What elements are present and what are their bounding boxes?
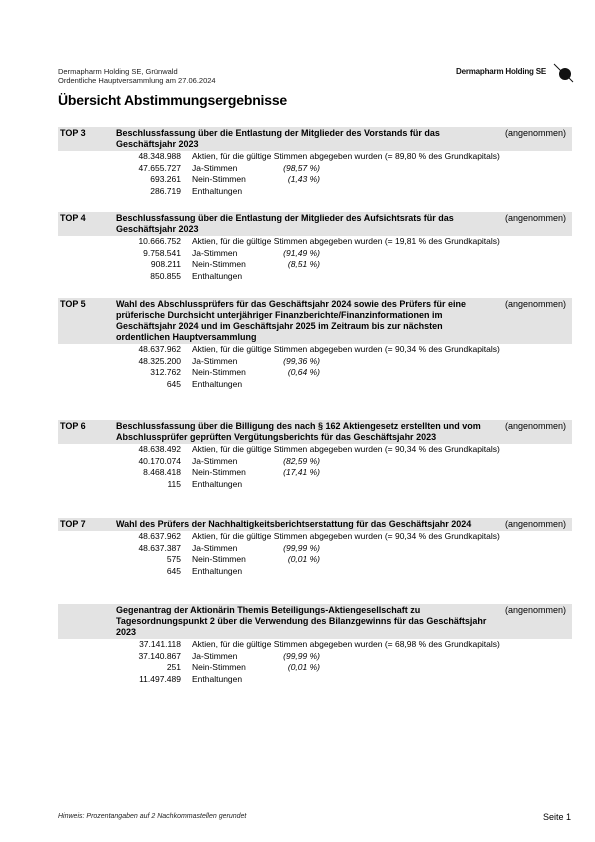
- yes-value: 37.140.867: [138, 650, 181, 661]
- shares-row: [58, 639, 572, 651]
- agenda-title: Beschlussfassung über die Entlastung der Mitglieder des Vorstands für das Geschäftsjahr 2023: [116, 128, 440, 149]
- agenda-item-top6: [58, 420, 572, 491]
- abstain-row: [58, 271, 572, 283]
- shares-row: [58, 236, 572, 248]
- agenda-number: TOP 7: [60, 519, 86, 529]
- logo-text: Dermapharm Holding SE: [456, 67, 547, 76]
- shares-label: Aktien, für die gültige Stimmen abgegeben wurden (= 89,80 % des Grundkapitals): [192, 151, 500, 161]
- abstain-row: [58, 379, 572, 391]
- abstain-row: [58, 479, 572, 491]
- no-row: [58, 367, 572, 379]
- yes-label: Ja-Stimmen: [192, 162, 238, 173]
- shares-label: Aktien, für die gültige Stimmen abgegeben wurden (= 19,81 % des Grundkapitals): [192, 236, 500, 246]
- agenda-item-header: [58, 127, 572, 151]
- agenda-item-top4: [58, 212, 572, 283]
- yes-value: 48.325.200: [138, 355, 181, 366]
- logo-mark-icon: [552, 62, 574, 84]
- yes-value: 48.637.387: [138, 542, 181, 553]
- abstain-value: 645: [166, 566, 181, 577]
- abstain-row: [58, 186, 572, 198]
- shares-row: [58, 531, 572, 543]
- document-header: [58, 67, 216, 85]
- no-label: Nein-Stimmen: [192, 259, 246, 270]
- abstain-label: Enthaltungen: [192, 479, 243, 490]
- agenda-title: Beschlussfassung über die Entlastung der Mitglieder des Aufsichtsrats für das Geschäftsjahr 2023: [116, 213, 454, 234]
- no-label: Nein-Stimmen: [192, 467, 246, 478]
- no-row: [58, 554, 572, 566]
- shares-value: 37.141.118: [139, 639, 181, 649]
- no-label: Nein-Stimmen: [192, 554, 246, 565]
- yes-percent: (99,99 %): [283, 650, 320, 661]
- no-percent: (0,01 %): [287, 662, 320, 673]
- shares-label: Aktien, für die gültige Stimmen abgegeben wurden (= 68,98 % des Grundkapitals): [192, 639, 500, 649]
- result-status: (angenommen): [504, 605, 566, 615]
- abstain-row: [58, 674, 572, 686]
- abstain-value: 11.497.489: [139, 674, 181, 685]
- result-status: (angenommen): [504, 519, 566, 529]
- yes-label: Ja-Stimmen: [192, 542, 238, 553]
- shares-row: [58, 151, 572, 163]
- no-label: Nein-Stimmen: [192, 174, 246, 185]
- yes-label: Ja-Stimmen: [192, 247, 238, 258]
- agenda-item-counter-motion: [58, 604, 572, 686]
- no-percent: (0,01 %): [287, 554, 320, 565]
- agenda-item-top3: [58, 127, 572, 198]
- abstain-label: Enthaltungen: [192, 379, 243, 390]
- yes-percent: (91,49 %): [283, 247, 320, 258]
- no-value: 251: [166, 662, 181, 673]
- shares-row: [58, 344, 572, 356]
- shares-value: 48.348.988: [138, 151, 181, 161]
- yes-label: Ja-Stimmen: [192, 455, 238, 466]
- agenda-title: Wahl des Abschlussprüfers für das Geschäftsjahr 2024 sowie des Prüfers für eine prüferische Durchsicht unterjähriger Finanzberichte/Finanzinformationen im Geschäftsjahr 2024 und im Geschäftsjahr 2025 im Zeitraum bis zur nächsten ordentlichen Hauptversammlung: [116, 299, 466, 342]
- shares-row: [58, 444, 572, 456]
- no-row: [58, 467, 572, 479]
- abstain-value: 286.719: [150, 186, 181, 197]
- yes-value: 40.170.074: [138, 455, 181, 466]
- company-name: Dermapharm Holding SE, Grünwald: [58, 67, 178, 76]
- no-label: Nein-Stimmen: [192, 367, 246, 378]
- agenda-title: Wahl des Prüfers der Nachhaltigkeitsberichtserstattung für das Geschäftsjahr 2024: [116, 519, 472, 529]
- no-row: [58, 174, 572, 186]
- agenda-item-header: [58, 212, 572, 236]
- abstain-value: 645: [166, 379, 181, 390]
- agenda-item-header: [58, 420, 572, 444]
- abstain-label: Enthaltungen: [192, 271, 243, 282]
- agenda-item-top7: [58, 518, 572, 578]
- no-percent: (8,51 %): [287, 259, 320, 270]
- shares-label: Aktien, für die gültige Stimmen abgegeben wurden (= 90,34 % des Grundkapitals): [192, 531, 500, 541]
- yes-value: 9.758.541: [143, 247, 181, 258]
- no-percent: (0,64 %): [287, 367, 320, 378]
- shares-label: Aktien, für die gültige Stimmen abgegeben wurden (= 90,34 % des Grundkapitals): [192, 444, 500, 454]
- abstain-value: 850.855: [150, 271, 181, 282]
- no-percent: (17,41 %): [283, 467, 320, 478]
- no-row: [58, 259, 572, 271]
- no-value: 908.211: [150, 259, 181, 270]
- agenda-number: TOP 6: [60, 421, 86, 431]
- no-row: [58, 662, 572, 674]
- no-value: 312.762: [150, 367, 181, 378]
- agenda-number: TOP 5: [60, 299, 86, 309]
- agenda-item-header: [58, 298, 572, 344]
- agenda-title: Beschlussfassung über die Billigung des nach § 162 Aktiengesetz erstellten und vom Abschlussprüfer geprüften Vergütungsberichts für das Geschäftsjahr 2023: [116, 421, 481, 442]
- no-value: 8.468.418: [143, 467, 181, 478]
- yes-row: [58, 651, 572, 663]
- yes-percent: (82,59 %): [283, 455, 320, 466]
- abstain-label: Enthaltungen: [192, 674, 243, 685]
- shares-value: 48.637.962: [138, 531, 181, 541]
- yes-row: [58, 163, 572, 175]
- agenda-item-header: [58, 604, 572, 639]
- result-status: (angenommen): [504, 213, 566, 223]
- shares-value: 48.637.962: [138, 344, 181, 354]
- yes-label: Ja-Stimmen: [192, 355, 238, 366]
- agenda-title: Gegenantrag der Aktionärin Themis Beteiligungs-Aktiengesellschaft zu Tagesordnungspunkt 2 über die Verwendung des Bilanzgewinns für das Geschäftsjahr 2023: [116, 605, 487, 637]
- no-percent: (1,43 %): [287, 174, 320, 185]
- yes-row: [58, 543, 572, 555]
- meeting-info: Ordentliche Hauptversammlung am 27.06.2024: [58, 76, 216, 85]
- result-status: (angenommen): [504, 421, 566, 431]
- result-status: (angenommen): [504, 299, 566, 309]
- yes-label: Ja-Stimmen: [192, 650, 238, 661]
- rounding-note: Hinweis: Prozentangaben auf 2 Nachkommastellen gerundet: [58, 813, 247, 820]
- shares-value: 48.638.492: [138, 444, 181, 454]
- result-status: (angenommen): [504, 128, 566, 138]
- yes-value: 47.655.727: [138, 162, 181, 173]
- yes-percent: (99,36 %): [283, 355, 320, 366]
- agenda-item-header: [58, 518, 572, 531]
- abstain-value: 115: [167, 479, 181, 490]
- page-number: Seite 1: [542, 812, 571, 822]
- yes-row: [58, 248, 572, 260]
- abstain-row: [58, 566, 572, 578]
- yes-percent: (98,57 %): [283, 162, 320, 173]
- agenda-number: TOP 4: [60, 213, 86, 223]
- yes-row: [58, 456, 572, 468]
- abstain-label: Enthaltungen: [192, 566, 243, 577]
- shares-value: 10.666.752: [138, 236, 181, 246]
- no-value: 575: [166, 554, 181, 565]
- yes-percent: (99,99 %): [283, 542, 320, 553]
- no-value: 693.261: [150, 174, 181, 185]
- yes-row: [58, 356, 572, 368]
- company-logo: [456, 62, 574, 84]
- shares-label: Aktien, für die gültige Stimmen abgegeben wurden (= 90,34 % des Grundkapitals): [192, 344, 500, 354]
- page-title: Übersicht Abstimmungsergebnisse: [58, 92, 288, 108]
- abstain-label: Enthaltungen: [192, 186, 243, 197]
- agenda-number: TOP 3: [60, 128, 86, 138]
- no-label: Nein-Stimmen: [192, 662, 246, 673]
- agenda-item-top5: [58, 298, 572, 391]
